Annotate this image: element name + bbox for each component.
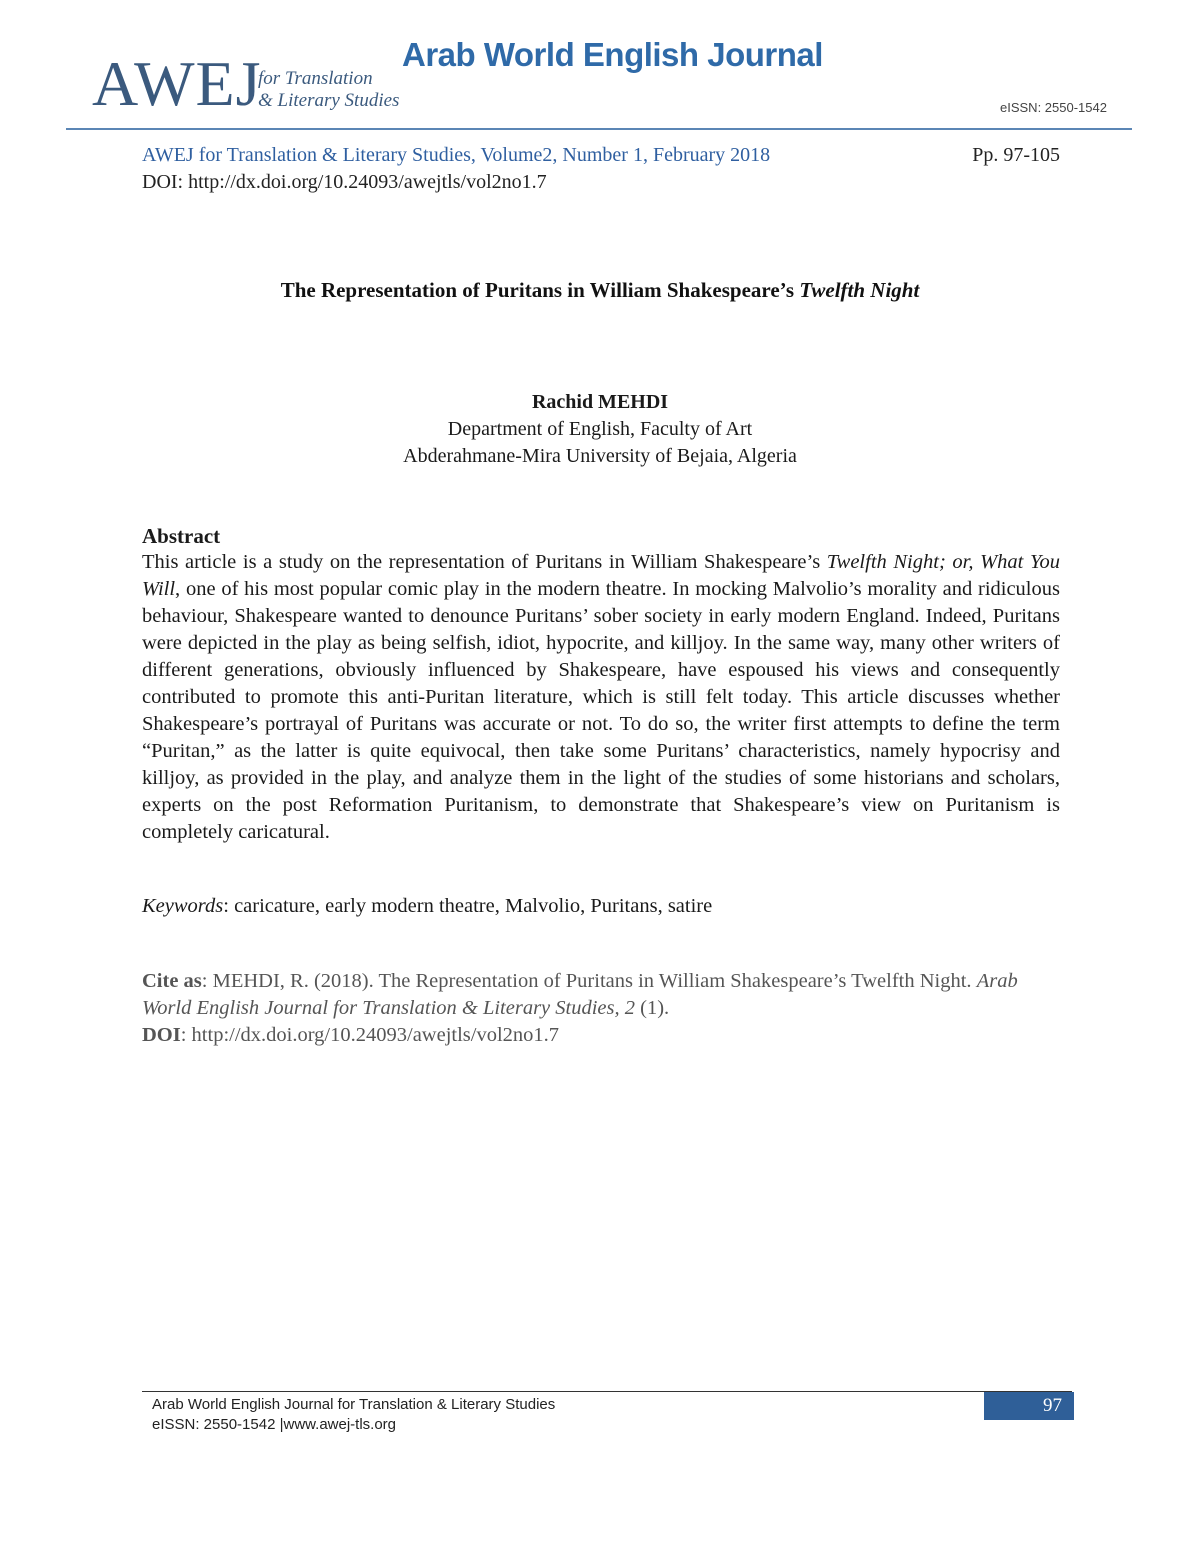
footer-divider bbox=[142, 1391, 1072, 1392]
abstract-text-2: , one of his most popular comic play in the modern theatre. In mocking Malvolio’s morality and ridiculous behaviour, Shakespeare wanted to denounce Puritans’ sober society in early modern England. Indeed, Puritans were depicted in the play as being selfish, idiot, hypocrite, and killjoy. In the same way, many other writers of different generations, obviously influenced by Shakespeare, have espoused his views and consequently contributed to promote this anti-Puritan literature, which is still felt today. This article discusses whether Shakespeare’s portrayal of Puritans was accurate or not. To do so, the writer first attempts to define the term “Puritan,” as the latter is quite equivocal, then take some Puritans’ characteristics, namely hypocrisy and killjoy, as provided in the play, and analyze them in the light of the studies of some historians and scholars, experts on the post Reformation Puritanism, to demonstrate that Shakespeare’s view on Puritanism is completely caricatural. bbox=[142, 578, 1060, 843]
keywords-list: : caricature, early modern theatre, Malvolio, Puritans, satire bbox=[223, 895, 713, 917]
title-italic: Twelfth Night bbox=[799, 278, 920, 302]
awej-logo: AWEJ bbox=[92, 48, 262, 119]
logo-subtitle-line1: for Translation bbox=[258, 68, 373, 89]
abstract-italic: Twelfth Night; or, What You Will bbox=[142, 551, 1060, 600]
volume-citation-line bbox=[142, 144, 1060, 167]
cite-as-block bbox=[142, 968, 1060, 1049]
page-number: 97 bbox=[984, 1392, 1074, 1420]
cite-doi-link[interactable]: : http://dx.doi.org/10.24093/awejtls/vol2no1.7 bbox=[180, 1024, 560, 1046]
abstract-heading: Abstract bbox=[142, 524, 221, 548]
journal-header bbox=[0, 0, 1200, 140]
author-department: Department of English, Faculty of Art bbox=[447, 418, 753, 440]
journal-name: Arab World English Journal bbox=[402, 36, 823, 73]
volume-info: AWEJ for Translation & Literary Studies, Volume2, Number 1, February 2018 bbox=[142, 144, 771, 166]
logo-subtitle-line2: & Literary Studies bbox=[258, 90, 400, 111]
author-block bbox=[0, 389, 1200, 470]
header-eissn: eISSN: 2550-1542 bbox=[1000, 100, 1107, 115]
keywords bbox=[142, 895, 712, 918]
footer bbox=[152, 1395, 555, 1435]
footer-journal: Arab World English Journal for Translation & Literary Studies bbox=[152, 1396, 556, 1413]
abstract-text-1: This article is a study on the representation of Puritans in William Shakespeare’s bbox=[142, 551, 827, 573]
page-range: Pp. 97-105 bbox=[972, 144, 1060, 166]
logo-subtitle bbox=[258, 68, 399, 112]
abstract-body bbox=[142, 549, 1060, 846]
doi-link[interactable]: DOI: http://dx.doi.org/10.24093/awejtls/vol2no1.7 bbox=[142, 171, 547, 193]
header-divider bbox=[66, 128, 1132, 130]
cite-as-label: Cite as bbox=[142, 970, 202, 992]
keywords-label: Keywords bbox=[142, 895, 224, 917]
article-title bbox=[0, 278, 1200, 303]
author-name: Rachid MEHDI bbox=[531, 391, 669, 413]
cite-as-journal: Arab World English Journal for Translation & Literary Studies, 2 bbox=[142, 970, 1018, 1019]
author-university: Abderahmane-Mira University of Bejaia, Algeria bbox=[403, 445, 797, 467]
footer-eissn-website: eISSN: 2550-1542 |www.awej-tls.org bbox=[152, 1416, 397, 1433]
title-text: The Representation of Puritans in William Shakespeare’s bbox=[280, 278, 800, 302]
cite-as-text-2: (1). bbox=[635, 997, 670, 1019]
cite-as-text-1: : MEHDI, R. (2018). The Representation of Puritans in William Shakespeare’s Twelfth Night. bbox=[201, 970, 977, 992]
cite-doi-label: DOI bbox=[142, 1024, 181, 1046]
